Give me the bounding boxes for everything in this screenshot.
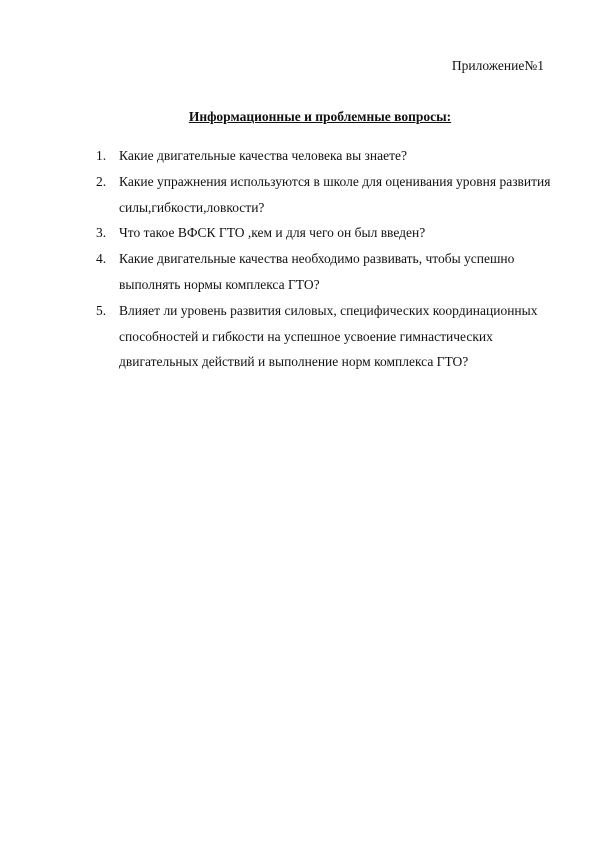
question-item-5 bbox=[96, 298, 566, 375]
question-number: 2. bbox=[96, 173, 107, 189]
question-text: Какие двигательные качества необходимо развивать, чтобы успешно выполнять нормы комплекса ГТО? bbox=[119, 251, 515, 292]
question-item-3 bbox=[96, 220, 566, 246]
question-text: Какие двигательные качества человека вы знаете? bbox=[119, 148, 407, 163]
question-item-2 bbox=[96, 169, 566, 221]
question-number: 4. bbox=[96, 251, 107, 267]
question-item-1 bbox=[96, 143, 566, 169]
appendix-label: Приложение№1 bbox=[451, 58, 544, 73]
question-text: Какие упражнения используются в школе для оценивания уровня развития силы,гибкости,ловкости? bbox=[119, 173, 551, 215]
question-text: Влияет ли уровень развития силовых, специфических координационных способностей и гибкости на успешное усвоение гимнастических двигательных действий и выполнение норм комплекса ГТО? bbox=[119, 302, 538, 370]
question-number: 5. bbox=[96, 302, 107, 318]
question-list bbox=[96, 143, 566, 375]
question-item-4 bbox=[96, 246, 566, 298]
question-number: 3. bbox=[96, 225, 107, 241]
question-number: 1. bbox=[96, 148, 107, 163]
document-title: Информационные и проблемные вопросы: bbox=[188, 109, 452, 124]
question-text: Что такое ВФСК ГТО ,кем и для чего он был введен? bbox=[119, 225, 426, 241]
